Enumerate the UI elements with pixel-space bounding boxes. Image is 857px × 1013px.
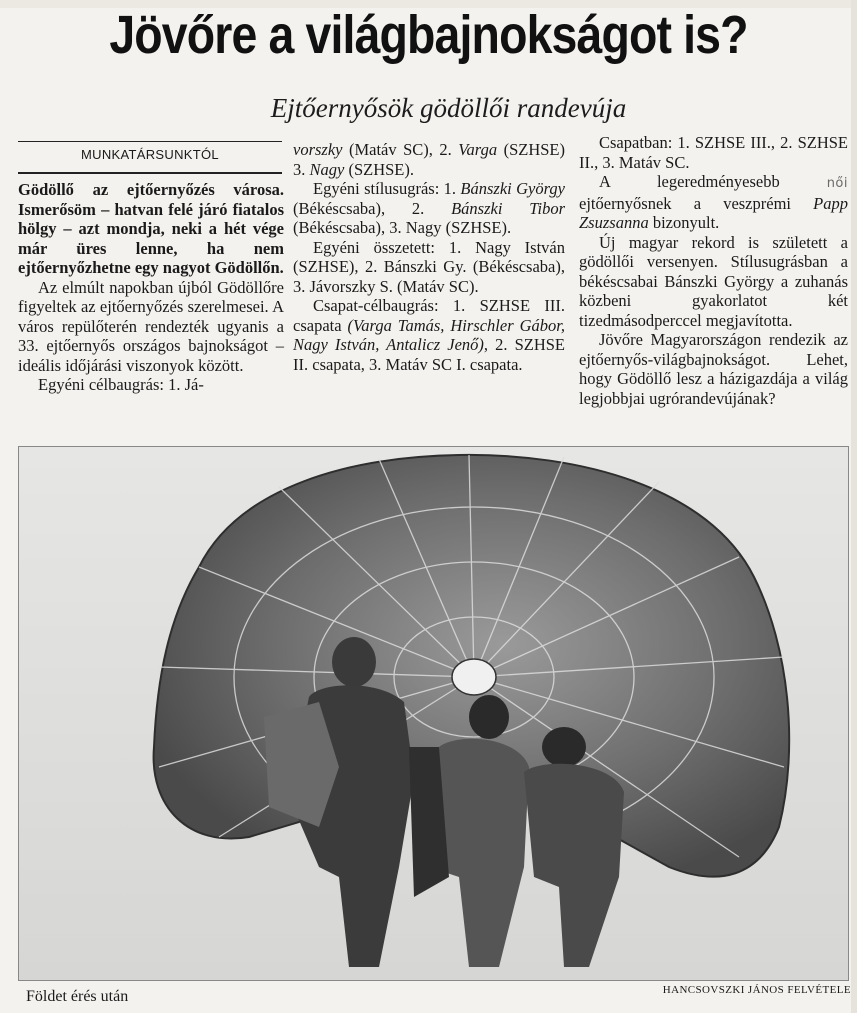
name-text: Varga bbox=[458, 140, 498, 159]
news-photo bbox=[18, 446, 849, 981]
name-text: Nagy bbox=[309, 159, 345, 179]
body-text: , 2. SZHSE II. csapata, 3. Matáv SC I. csapata. bbox=[293, 335, 565, 374]
body-paragraph: Egyéni összetett: 1. Nagy István (SZHSE), 2. Bánszki Gy. (Békéscsaba), 3. Jávorszky S. (Matáv SC). bbox=[293, 237, 565, 296]
body-text: (Békéscsaba), 3. Nagy (SZHSE). bbox=[293, 218, 512, 237]
body-text: A legeredményesebb bbox=[599, 172, 827, 191]
body-text: ejtőernyősnek a veszprémi bbox=[579, 193, 814, 213]
section-label: MUNKATÁRSUNKTÓL bbox=[81, 147, 219, 162]
body-text: Csapat-célbaugrás: 1. SZHSE III. csapata bbox=[293, 296, 565, 335]
article-column-1 bbox=[18, 180, 284, 395]
article-headline: Jövőre a világbajnokságot is? bbox=[109, 5, 748, 65]
section-rule-top bbox=[18, 141, 282, 142]
name-text: Bánszki Tibor bbox=[451, 198, 565, 218]
name-text: Papp Zsuzsanna bbox=[579, 193, 848, 232]
body-paragraph bbox=[293, 140, 565, 179]
article-column-3 bbox=[579, 133, 848, 408]
photo-caption: Földet érés után bbox=[26, 988, 129, 1005]
body-paragraph: Egyéni célbaugrás: 1. Já- bbox=[38, 375, 204, 394]
body-text: (SZHSE). bbox=[344, 159, 415, 179]
photo-credit: HANCSOVSZKI JÁNOS FELVÉTELE bbox=[662, 984, 851, 996]
body-text: Egyéni stílusugrás: 1. bbox=[313, 179, 461, 198]
body-text: (Békéscsaba), 2. bbox=[293, 198, 452, 218]
section-rule-bottom bbox=[18, 172, 282, 174]
body-text: (Matáv SC), 2. bbox=[342, 140, 459, 159]
body-paragraph bbox=[579, 172, 848, 233]
name-text: vorszky bbox=[293, 140, 343, 159]
name-text: Bánszki György bbox=[460, 179, 566, 198]
body-text: bizonyult. bbox=[648, 213, 720, 232]
body-paragraph: Csapatban: 1. SZHSE III., 2. SZHSE II., 3. Matáv SC. bbox=[579, 133, 848, 172]
body-text: (SZHSE) 3. bbox=[293, 140, 566, 179]
body-paragraph: Az elmúlt napokban újból Gödöllőre figyeltek az ejtőernyőzés szerelmesei. A város repülőterén rendezték ugyanis a 33. ejtőernyős országos bajnokságot – ideális időjárási viszonyok között. bbox=[18, 277, 284, 375]
article-subheadline: Ejtőernyősök gödöllői randevúja bbox=[270, 93, 627, 123]
body-paragraph bbox=[293, 179, 565, 238]
body-paragraph: Jövőre Magyarországon rendezik az ejtőernyős-világbajnokságot. Lehet, hogy Gödöllő lesz a házigazdája a világ legjobbjai ugrórandevújának? bbox=[579, 330, 848, 408]
handwritten-note: női bbox=[826, 176, 848, 191]
lead-paragraph: Gödöllő az ejtőernyőzés városa. Ismerősöm – hatvan felé járó fiatalos hölgy – azt mondja, neki a hét vége már üres lenne, ha nem ejtőernyőzhetne egy nagyot Gödöllőn. bbox=[18, 180, 284, 277]
name-text: (Varga Tamás, Hirschler Gábor, Nagy István, Antalicz Jenő) bbox=[293, 315, 565, 354]
scan-edge-right bbox=[851, 0, 857, 1013]
body-paragraph: Új magyar rekord is született a gödöllői versenyen. Stílusugrásban a békéscsabai Bánszki György a zuhanás közbeni gyakorlatot két tizedmásodperccel megjavította. bbox=[579, 232, 848, 330]
parachute-landing-photo bbox=[19, 447, 849, 981]
body-paragraph bbox=[293, 296, 565, 374]
article-column-2 bbox=[293, 140, 565, 374]
